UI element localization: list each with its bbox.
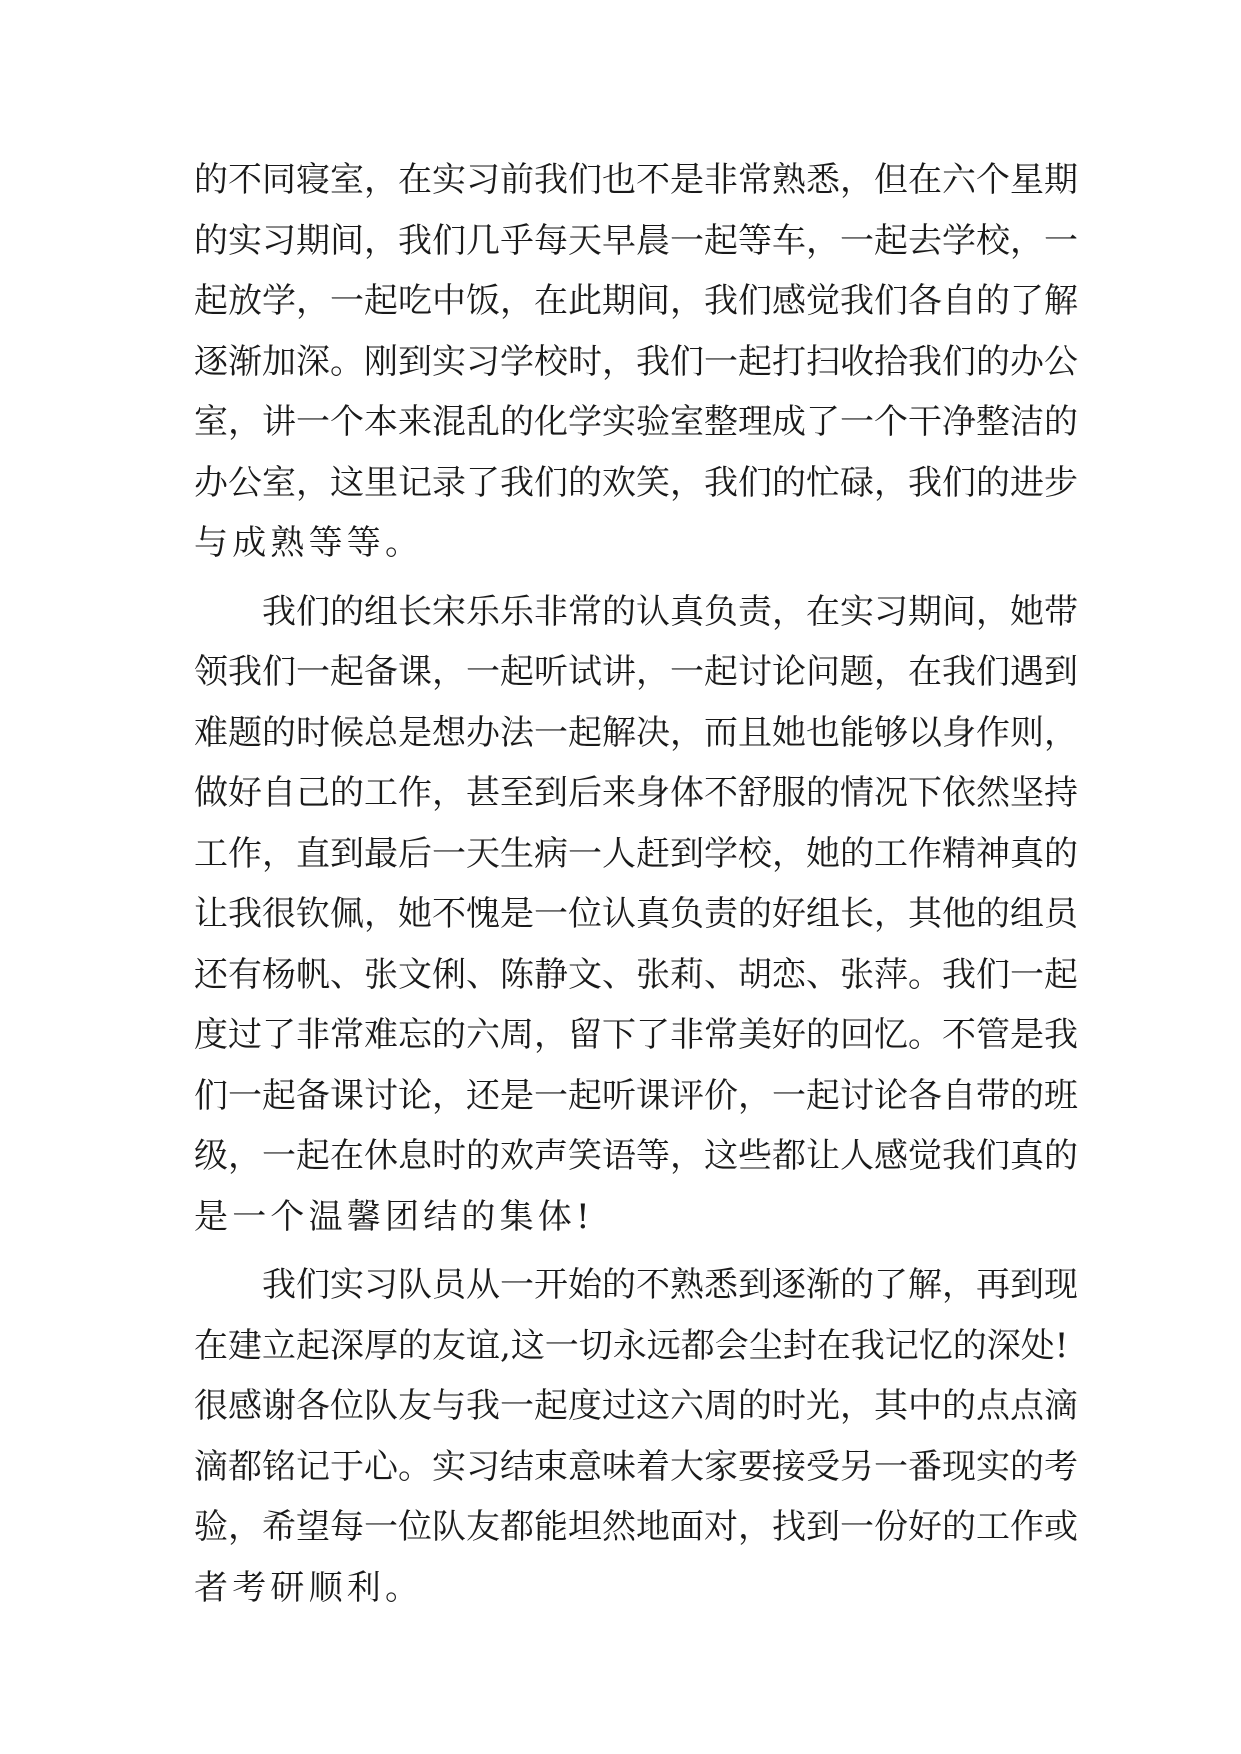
text-line: 做好自己的工作，甚至到后来身体不舒服的情况下依然坚持 [194, 773, 1078, 813]
text-line: 工作，直到最后一天生病一人赶到学校，她的工作精神真的 [194, 833, 1078, 874]
text-line: 还有杨帆、张文俐、陈静文、张莉、胡恋、张萍。我们一起 [194, 954, 1078, 995]
text-line: 领我们一起备课，一起听试讲，一起讨论问题，在我们遇到 [194, 652, 1078, 692]
text-line: 的不同寝室，在实习前我们也不是非常熟悉，但在六个星期 [194, 160, 1078, 200]
text-line: 验，希望每一位队友都能坦然地面对，找到一份好的工作或 [194, 1507, 1078, 1547]
text-line: 是一个温馨团结的集体! [194, 1196, 594, 1237]
paragraph-3 [194, 1255, 1078, 1618]
text-line: 级，一起在休息时的欢声笑语等，这些都让人感觉我们真的 [194, 1136, 1078, 1176]
text-line: 难题的时候总是想办法一起解决，而且她也能够以身作则， [194, 712, 1078, 753]
text-line: 我们实习队员从一开始的不熟悉到逐渐的了解，再到现 [262, 1265, 1078, 1305]
text-line: 在建立起深厚的友谊,这一切永远都会尘封在我记忆的深处! [194, 1325, 1069, 1366]
document-body [194, 150, 1078, 1618]
text-line: 度过了非常难忘的六周，留下了非常美好的回忆。不管是我 [194, 1015, 1078, 1055]
text-line: 逐渐加深。刚到实习学校时，我们一起打扫收拾我们的办公 [194, 341, 1078, 382]
paragraph-1 [194, 150, 1078, 574]
paragraph-2 [194, 582, 1078, 1248]
text-line: 让我很钦佩，她不愧是一位认真负责的好组长，其他的组员 [194, 894, 1078, 934]
text-line: 的实习期间，我们几乎每天早晨一起等车，一起去学校，一 [194, 220, 1078, 261]
text-line: 室，讲一个本来混乱的化学实验室整理成了一个干净整洁的 [194, 402, 1078, 442]
text-line: 与成熟等等。 [194, 523, 424, 563]
text-line: 很感谢各位队友与我一起度过这六周的时光，其中的点点滴 [194, 1386, 1078, 1426]
text-line: 起放学，一起吃中饭，在此期间，我们感觉我们各自的了解 [194, 281, 1078, 321]
text-line: 我们的组长宋乐乐非常的认真负责，在实习期间，她带 [262, 591, 1078, 632]
text-line: 们一起备课讨论，还是一起听课评价，一起讨论各自带的班 [194, 1075, 1078, 1116]
text-line: 滴都铭记于心。实习结束意味着大家要接受另一番现实的考 [194, 1446, 1078, 1487]
text-line: 者考研顺利。 [194, 1567, 424, 1608]
text-line: 办公室，这里记录了我们的欢笑，我们的忙碌，我们的进步 [194, 462, 1078, 503]
